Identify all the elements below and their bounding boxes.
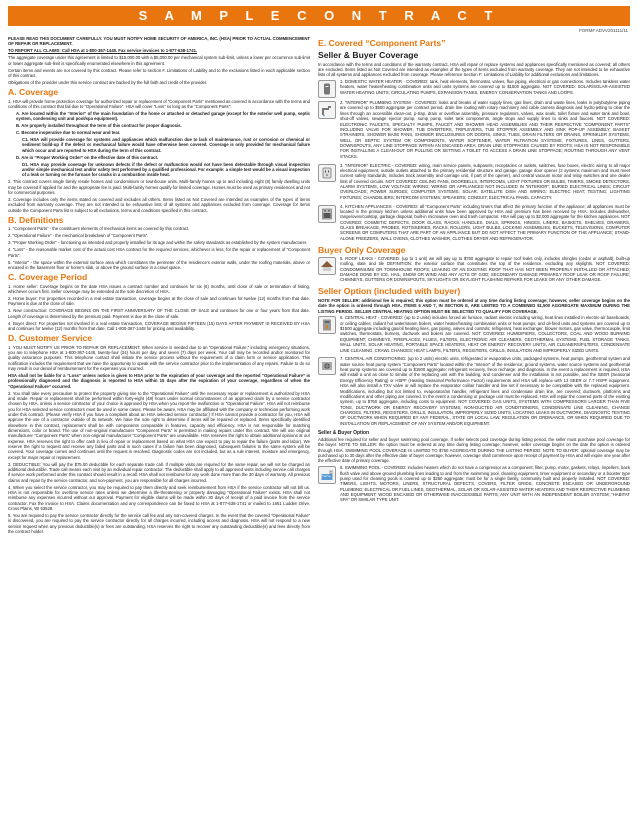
covered-item-plumbing — [318, 100, 630, 160]
covered-item-kitchen — [318, 204, 630, 243]
item-5-text: 5. ROOF LEAKS - COVERED: (up to 1 unit) we will pay up to $750 aggregate to repair roof leaks only, includes shingles (cedar or asphalt), built-up roofing, slate and tile DEFINITION: the exterior surface that constitutes the top of the residence, excluding any skylights. NOT COVERED: CONDOMINIUMS OR TOWNHOUSE ROOFS; LEAKING OF AN EXISTING ROOF THAT HAS NOT BEEN PROPERLY INSTALLED OR ATTACHED; DAMAGE DONE BY ICE, HAIL, SNOW OR WIND AND ANY ACTS OF GOD; SECONDARY DAMAGE PRIMARILY ROOF LEAK OR ROOF FAILURE; CHIMNEYS, GUTTERS OR DOWNSPOUTS, SKYLIGHTS OR SKYLIGHT FLASHING REPAIRS FOR LEAKS OR ANY OTHER DAMAGE. — [340, 256, 630, 283]
section-e-intro: In accordance with the terms and conditions of the warranty contract, HSA will repair or replace systems and appliances specifically mentioned as covered; all others are excluded. Items listed as Not Covered are intended as examples of the types of items excluded from warranty coverage. They are not intended to be exhaustive lists of all systems and appliances excluded from coverage. Please reference Section F: Limitations of Liability for additional exclusions and limitations. — [318, 61, 630, 78]
coverage-period-4: 4. Buyer direct: For properties not involved in a real estate transaction, COVERAGE BEGINS FIFTEEN (15) DAYS AFTER PAYMENT IS RECEIVED BY HSA and continues for twelve (12) months from that date. Call 1-800-367-1448 for pricing and availability. — [8, 320, 310, 331]
swimming-pool-icon — [318, 466, 336, 484]
definition-2: 2. “Operational Failure” - the mechanical breakdown of “Component Parts”. — [8, 233, 149, 239]
faucet-icon — [318, 101, 336, 119]
coverage-period-3: 3. New construction: COVERAGE BEGINS ON THE FIRST ANNIVERSARY OF THE CLOSE OF SALE and continues for one or four years from that date. Length of coverage is determined by the premium paid. Payment is due at the close of sale. — [8, 308, 310, 319]
certain-items-note: Certain items and events are not covered by this contract. Please refer to section F. Limitations of Liability and to the exclusions listed in each applicable section of this contract. — [8, 67, 310, 78]
outlet-icon — [318, 164, 336, 182]
roof-icon — [318, 257, 336, 275]
section-a-1c1: C1. HSA will provide coverage for systems and appliances which malfunction due to lack of maintenance, rust or corrosion or chemical or sediment build-up if the defect or mechanical failure would have otherwise been covered. Coverage is only provided for mechanical failure which occur and are reported to HSA during the term of this contract. — [22, 137, 310, 153]
section-b-title: B. Definitions — [8, 214, 64, 225]
section-a-1c: C. Become inoperative due to normal wear and tear. — [16, 130, 121, 136]
customer-service-liability: HSA shall not be liable for a “Loss” unless notice is given to HSA prior to the expiration of your coverage and the reported “Operational Failure” is professionally diagnosed and the diagnosis is reported to HSA within 15 days after the expiration of your coverage, regardless of when the “Operational Failure” occurred. — [8, 373, 310, 389]
section-d-title: D. Customer Service — [8, 333, 93, 344]
section-a-1d: D. Are in “Proper Working Order” on the effective date of this contract. — [16, 154, 159, 160]
item-1-text: 1. DOMESTIC WATER HEATER - COVERED: tank, heat elements, thermostat, valves, flue piping, electrical or gas connections. Includes tankless water heaters, water heater/heating combination units and units systems are covered up to $1500 aggregate. NOT COVERED: SOLAR/SOLAR-ASSISTED WATER HEATING UNITS; CIRCULATING PUMPS, EXPANSION TANKS, ENERGY CONSERVATION TANKS AND LOOPS. — [340, 79, 630, 95]
section-a-2: 2. This contract covers single family resale homes and condominium or townhouse units. Multi-family homes up to and including eight (8) family dwelling units may be covered if applied for and the appropriate fee is paid. Multi-family homes qualify for limited coverage. Homes must be used as primary residences and not for commercial purposes. — [8, 179, 310, 195]
definition-3: 3. “Proper Working Order” - functioning as intended and properly installed for its age and within the safety standards as established by the system manufacturer. — [8, 240, 308, 246]
customer-service-1: 1. YOU MUST NOTIFY US PRIOR TO REPAIR OR REPLACEMENT. When service is needed due to an “Operational Failure,” including emergency situations, you are to telephone HSA at 1-800-367-1448, twenty-four (24) hours per day, and seven (7) days per week. Your call may be recorded and/or monitored for quality assurance purposes. This telephone contact shall initiate the service process without the requirement of a claim form or service application. This notification includes the requirement that we have the opportunity to speak with the service contractor prior to the implementation of any repairs. Failure to do so may result in our denial of reimbursement for the expenses you incurred. — [8, 344, 310, 372]
covered-item-central-air — [318, 356, 630, 427]
pool-option-text: Additional fee required for seller and buyer swimming pool coverage. If seller selects pool coverage during listing period, the seller must purchase pool coverage for the buyer. NOTE TO SELLER: the option must be ordered at any time during listing coverage; however, seller coverage begins on the date the option is ordered through HSA. SWIMMING POOL COVERAGE IS LIMITED TO $750 AGGREGATE DURING THE LISTING PERIOD. NOTE TO BUYER: optional coverage may be purchased up to 30 days after the effective date of buyer coverage; however, coverage shall commence upon receipt of payment by HSA and will expire one year after the effective date of primary coverage. — [318, 437, 630, 464]
section-a-1d1: D1. HSA may provide coverage for unknown defects if the defect or malfunction would not have been detectable through visual inspection and/or simple mechanical test and/or safety test performed by a qualified professional. For example: a simple test would be a visual inspection of a leak or turning on the furnace for cracks in a combustion inside heat. — [22, 161, 310, 178]
covered-item-roof — [318, 256, 630, 284]
seller-note: NOTE FOR SELLER: additional fee is required; this option must be ordered at any time during listing coverage; however, seller coverage begins on the date the option is ordered through HSA. ITEMS 6 AND 7, IN SECTION E, ARE LIMITED TO A COMBINED $1,500 AGGREGATE MAXIMUM DURING THE LISTING PERIOD. SELLER CENTRAL HEATING OPTION MUST BE SELECTED TO QUALIFY FOR COVERAGE. — [318, 297, 630, 314]
customer-service-2: 2. You shall take every precaution to protect the property giving rise to the “Operational Failure” until the necessary repair or replacement is authorized by HSA and made. Repair or replacement shall be performed within forty-eight (48) hours under normal circumstances of an approved claim by a service contractor chosen by HSA, unless a service contractor of your choice is approved by HSA when you report the malfunction or “Operational Failure”. HSA will not reimburse you for HSA selected service contractors must be used in some cases. Please be aware, HSA may be affiliated with the company or technician performing work under this contract. (Please verify HSA if you have a complaint about an HSA selected service contractor.) If HSA cannot provide a contractor for you, HSA will approve the use of a contractor outside of its network. We have the sole right to determine if items will be repaired or replaced. Items specifically identified elsewhere in this contract, replacement shall be with components comparable in features, capacity and efficiency. HSA is not responsible for matching dimensions, color or brand. The use of non-original manufacturer “Component Parts” is permitted in making repairs under this contract. We will use original manufacturer “Component Parts” when non-original manufacturer “Component Parts” are unavailable. HSA reserves the right to obtain additional opinions at our expense. HSA reserves the right to offer cash in lieu of repair or replacement based on what HSA can expect to pay to repair the failure (parts and labor). We reserve the right to request and receive any failed parts and in such cases if a failure has been diagnosed, subsequent failures to the same system will be covered. Your coverage comes and continues until the request is resolved. Diagnostic codes are not included, but as a rule interest, moisture and emergency, except for major repair or replacement. — [8, 390, 310, 460]
item-6-text: 6. CENTRAL HEAT - COVERED: (up to 2 units) includes forced air furnace, radiant electric including wiring, heat lines installed in electric-air baseboards, or ceiling cables; radiant hot water/steam boilers, water heater/heating combination units or heat pumps, and oil-fired units and systems are covered up to $1500 aggregate including gas/oil heating lines, gas piping, valves and controls; refrigerant, heat exchanger, blower motors, gas valve, thermocouple, limit switches, thermostats, burners, ductwork and boilers are covered. NOT COVERED: HUMIDIFIERS, COLLECTORS, COAL AND WOOD BURNING EQUIPMENT; CHIMNEYS, FIREPLACES, FLUES, FILTERS, ELECTRONIC AIR CLEANERS, GEOTHERMAL SYSTEMS, FUEL STORAGE TANKS, WALL UNITS, SOLAR HEATING, PORTABLE SPACE HEATERS, HEAT OR ENERGY RECOVERY UNITS, AIR CLEANERS/FILTERS, CONDENSATE LINE CLEANING, CRAWL CHANGES; HEAT LAMPS, FILTERS, REGISTERS, GRILLS, INSULATION AND IMPROPERLY SIZED UNITS. — [340, 315, 630, 353]
seller-buyer-coverage-title: Seller & Buyer Coverage — [318, 50, 419, 60]
item-7-text: 7. CENTRAL AIR CONDITIONING: (up to 2 units) electric units, refrigerated or evaporative units, packaged systems, heat pumps, geothermal system and water source heat pump system “Component Parts” located within the “Interior” of the residence; ground systems, water source systems and geothermal heat pump systems are covered up to $1500 aggregate; refrigerant recovery, freon recharge; and diagnosis. In the event a replacement is required, HSA will install a unit as close to similar of the replacing unit with the building, and condenser and the installation is not possible, and the SEER (Seasonal Energy Efficiency Rating) or HSPF (Heating Seasonal Performance Factor) requirements and HSA will replace with 13 SEER or 7.7 HSPF equipment. HSA will also install a TXV valve or will replace the evaporator coil/air handler and line set if necessary to be compatible with the replaced equipment. Modifications, including but not limited to, evaporator/air handler, refrigerant lines and condensate drain line, are covered; ductwork, platforms and modifications and other piping are covered. In the event a condensing or package unit must be replaced, HSA will repair the covered parts of the existing system, up to $750 aggregate, including costs to equipment. NOT COVERED: GAS UNITS, SYSTEMS WITH COMPRESSORS LARGER THAN FIVE TONS, DUCTWORK OR ENERGY RECOVERY SYSTEMS, NON-DUCTED AIR CONDITIONERS, CONDENSATE LINE CLEANING, CHANGE CHARGES, FILTERS, REGISTERS, GRILLS, INSULATION, IMPROPERLY SIZED UNITS, LOCATING LEAKS IN DUCTWORK, DIAGNOSTIC TESTING OF DUCTWORK WHEN REQUIRED BY ANY FEDERAL, STATE OR LOCAL LAW, REGULATION OR ORDINANCE, OR WHEN REQUIRED DUE TO INSTALLATION OR REPLACEMENT OF ANY SYSTEM AND/OR EQUIPMENT. — [340, 356, 630, 426]
form-number: FORM# ADVV201111/11 — [579, 28, 628, 33]
definition-1: 1. “Component Parts” - the constituent elements of mechanical items as covered by this contract. — [8, 226, 190, 232]
right-column — [318, 36, 630, 820]
coverage-period-1: 1. Home seller: Coverage begins on the date HSA issues a contract number and continues for six (6) months, until close of sale or termination of listing, whichever occurs first. Seller coverage may be extended at the sole discretion of HSA. — [8, 283, 310, 295]
customer-service-5: 5. You are required to pay the service contractor directly for the service call fee and any non-covered charges. In the event that the covered “Operational Failure” is discovered, you are required to pay the service contractor directly for all charges incurred, including access and diagnosis. HSA will not respond to a new service request when any previous deductible(s) or fees are outstanding. HSA reserves the right to recover any outstanding deductible(s) and fees directly from the contract holder. — [8, 513, 310, 535]
covered-item-pool — [318, 465, 630, 504]
water-heater-icon — [318, 80, 336, 98]
covered-item-electric — [318, 163, 630, 202]
left-column — [8, 36, 310, 820]
stove-icon — [318, 205, 336, 223]
section-a-3: 3. Coverage includes only the items stated as covered and excludes all others. Items listed as Not Covered are intended as examples of the types of items excluded from warranty coverage. They are not intended to be exhaustive lists of all systems and appliances excluded from coverage. Coverage for items outside the Component Parts list is subject to all exclusions, terms and conditions specified in this contract. — [8, 196, 310, 213]
item-4-text: 4. KITCHEN APPLIANCES - COVERED: all “Component Parts” including timers that affect the primary function of the appliance; all appliances must be located in the primary kitchen unless additional units have been approved by HSA and premium has been received by HSA. Includes dishwasher, range/oven/cooktop, garbage disposal, built-in microwave oven and trash compactor. HSA will pay up to $2,000 aggregate for the kitchen appliances. NOT COVERED: COSMETIC DEFECTS, DOOR GLASS, RACKS, HANDLES, DIALS, SPRINGS, HINGES, LINERS, BASKETS, SHELVES, DRAWERS, GLASS BREAKAGE, PROBES, ROTISSERIES, RACKS, ROLLERS, LIGHT BULBS, LOCKING ASSEMBLIES, BUCKETS, TELEVISIONS, COMPUTER SCREENS OR COMPUTERS THAT ARE PART OF AN APPLIANCE BUT DO NOT AFFECT THE PRIMARY FUNCTION OF THE APPLIANCE; STAND-ALONE FREEZERS, WALL OVENS, CLOTHES WASHER, CLOTHES DRYER AND REFRIGERATOR. — [340, 203, 630, 241]
obligations-note: Obligations of the provider under this service contract are backed by the full faith and credit of the provider. — [8, 79, 208, 85]
seller-option-title: Seller Option (included with buyer) — [318, 286, 461, 297]
ac-unit-icon — [318, 357, 336, 375]
customer-service-3: 3. DEDUCTIBLE: You will pay the $75.00 deductible for each separate trade call. If multiple visits are required for the same repair, we will not be charged an additional deductible. Trade call means each visit by an individual repair contractor. The deductible shall apply to all approved visits including service call charges if service work performed under this contract should result in a recall. HSA shall not reimburse for any work done more than the 30 days of warranty. All previous claims and repair by the service contractor, and non-payment, you are responsible for all charges incurred. — [8, 461, 310, 483]
definition-4: 4. “Loss” - the reasonable market cost of the actual cost HSA contract for the required services, whichever is less, for the repair or replacement of “Component Parts”. — [8, 247, 310, 258]
section-a-title: A. Coverage — [8, 87, 59, 98]
section-c-title: C. Coverage Period — [8, 272, 88, 283]
seller-buyer-option-title: Seller & Buyer Option — [318, 429, 370, 436]
customer-service-4: 4. When you select the service contractor, you may be required to pay them directly and seek reimbursement from HSA if the service contractor will not bill us. HSA is not responsible for overtime service rates unless we determine a life-threatening or property damaging “Operational Failure” exists. HSA shall not reimburse any expenses incurred without our approval. Payment for eligible claims will be made within 30 days of receipt of a paid invoice from the service contractor. Fax the invoice to HSA. Claims documentation and any correspondence can be faxed to HSA at 1-877-638-1741 or mailed to 1661 Ludden Drive, Cross Plains, WI 53528. — [8, 484, 310, 512]
section-a-1: 1. HSA will provide home protection coverage for authorized repair or replacement of “Component Parts” mentioned as covered in accordance with the terms and conditions of this contract that fail due to “Operational Failure”. HSA will cover “Loss” so long as the “Component Parts”: — [8, 98, 310, 109]
covered-item-water-heater — [318, 79, 630, 98]
report-claims: TO REPORT ALL CLAIMS: Call HSA at 1-800-367-1448. Fax service invoices to 1-877-638-1741. — [8, 48, 198, 54]
intro-notice: PLEASE READ THIS DOCUMENT CAREFULLY. YOU MUST NOTIFY HOME SECURITY OF AMERICA, INC. (HSA) PRIOR TO ACTUAL COMMENCEMENT OF REPAIR OR REPLACEMENT. — [8, 36, 310, 47]
coverage-period-2: 2. Home buyer: For properties recorded in a real estate transaction, coverage begins at the close of sale and continues for twelve (12) months from that date. Payment is due at the close of sale. — [8, 295, 310, 307]
item-2-text: 2. “INTERIOR” PLUMBING SYSTEM - COVERED: leaks and breaks of water supply lines, gas lines, drain and waste lines, leaks in polybutylene piping are covered up to $500 aggregate per contract period, drain line routing with rotary machinery and cable camera diagnosis and hydro-jetting to clear the lines through an accessible clean-out, p-trap, drain or overflow assembly, pressure regulators, valves, wax seals, toilet fixture and water tank and bowl, shut-off valves, sewage ejector pump, sump pump, toilet tank components, angle stops and supply lines to sinks and faucets. NOT COVERED: ELECTRONIC FAUCETS, SPECIALTY PUMPS, FAUCET AND SHOWER HEAD ASSEMBLIES AND THEIR RESPECTIVE “COMPONENT PARTS” INCLUDING VALVE FOR SHOWER, TUB DIVERTERS, TRIPLEVERS, TUB STOPPER ASSEMBLY AND SINK POP-UP ASSEMBLY; BASKET STRAINERS, SHOWER BASE PANS, SHOWER ENCLOSURES OR DOORS, SINKS, TUBS, DRAIN FILTERS OR DRAINS, SPRINKLER SYSTEMS, WELL OR SEPTIC SYSTEM OR COMPONENTS, WATER SOFTENER, WATER FILTRATION SYSTEMS; FIXTURES, LINES, GUTTERS, DOWNSPOUTS, ANY LINE STOPPAGE WITHIN AN ENCASED AREA; DRAIN LINE STOPPAGES CAUSED BY ROOTS; HSA IS NOT RESPONSIBLE FOR INSTALLING A CLEAN-OUT OR PULLING OR SETTING A TOILET TO ACCESS A DRAIN LINE STOPPAGE; ROUTING THROUGH ANY VENT STACKS. — [340, 100, 630, 159]
section-e-title: E. Covered “Component Parts” — [318, 38, 446, 48]
aggregate-limit: The aggregate coverage under this agreement is limited to $15,000.00 with a $5,000.00 per mechanical system sub-limit, unless a lower per occurrence sub-limit or lower aggregate sub-limit is specifically enumerated elsewhere in this agreement. — [8, 55, 310, 66]
item-8-text: 8. SWIMMING POOL - COVERED: includes heaters which do not have a compressor as a component; filter, pump, motor, gaskets, relays, impellers, back flush valve and above ground plumbing lines leading to and from the swimming pool, cleaning equipment, timer equipment or secondary or a booster type pump used for cleaning pools is covered up to $250 aggregate; must be for a single family, community built and properly installed. NOT COVERED: TIMERS, LIGHTS, MOTORS, LINERS, STRUCTURAL DEFECTS, COVERS, FILTER GRIDS, CONCRETE ENCASED OR UNDERGROUND PLUMBING; ELECTRICAL OR FUEL LINES, GEOTHERMAL, SOLAR OR SOLAR-ASSISTED WATER HEATERS AND THEIR RESPECTIVE PLUMBING AND EQUIPMENT; WOOD ENCASED OR OTHERWISE INACCESSIBLE PARTS; ANY UNIT WITH AN INDEPENDENT BOILER SYSTEM; “HABITAT SPA” OR SIMILAR TYPE UNIT. — [340, 465, 630, 503]
covered-item-central-heat — [318, 315, 630, 354]
definition-5: 5. “Interior” - the space within the external surface area which constitutes the perimeter of the residence's exterior walls, under the roofing materials, above or encased in the basement floor or home's slab, or above the ground surface in a crawl space. — [8, 259, 310, 270]
buyer-only-coverage-title: Buyer Only Coverage — [318, 244, 406, 255]
sample-contract-banner: S A M P L E C O N T R A C T — [8, 6, 630, 26]
section-a-1b: B. Are properly installed throughout the term of this contract for proper diagnosis. — [16, 123, 182, 129]
item-3-text: 3. “INTERIOR” ELECTRIC - COVERED: wiring, main service panels, subpanels, receptacles or outlets, switches, fuse boxes, electric wiring to all major electrical equipment, outside outlets attached to the primary residential structure and garage, garage door opener (2 systems maximum and must meet current safety standards; includes track assembly and carriage unit, if part of the opener), and central vacuum motor and relay switches and one dealer limit of covered circuits. NOT COVERED: CEILING FANS, DOORBELLS, INTERCOMS, LIGHT FIXTURES OR BULBS, TIMERS, SMOKE DETECTORS, ALARM SYSTEMS, LOW VOLTAGE WIRING; WIRING OR APPLIANCES NOT INCLUDED IN “INTERIOR”; BURIED ELECTRICAL LINES; CIRCUIT OVERLOADS; POWER SURGES; COMPUTER SYSTEMS; SOLAR; SATELLITE DISH AND WIRING; ELECTRIC HEAT; TESTING; LIGHTING FIXTURES; CHANDELIERS; INTERCOM SYSTEMS; SPEAKERS; CONDUIT; ELECTRICAL PANEL CAPACITY. — [340, 162, 630, 200]
section-a-1a: A. Are located within the “Interior” of the main foundation of the home or attached or detached garage (except for the exterior well pump, septic system, condensing unit and pool/spa equipment). — [16, 110, 310, 122]
furnace-icon — [318, 316, 336, 334]
